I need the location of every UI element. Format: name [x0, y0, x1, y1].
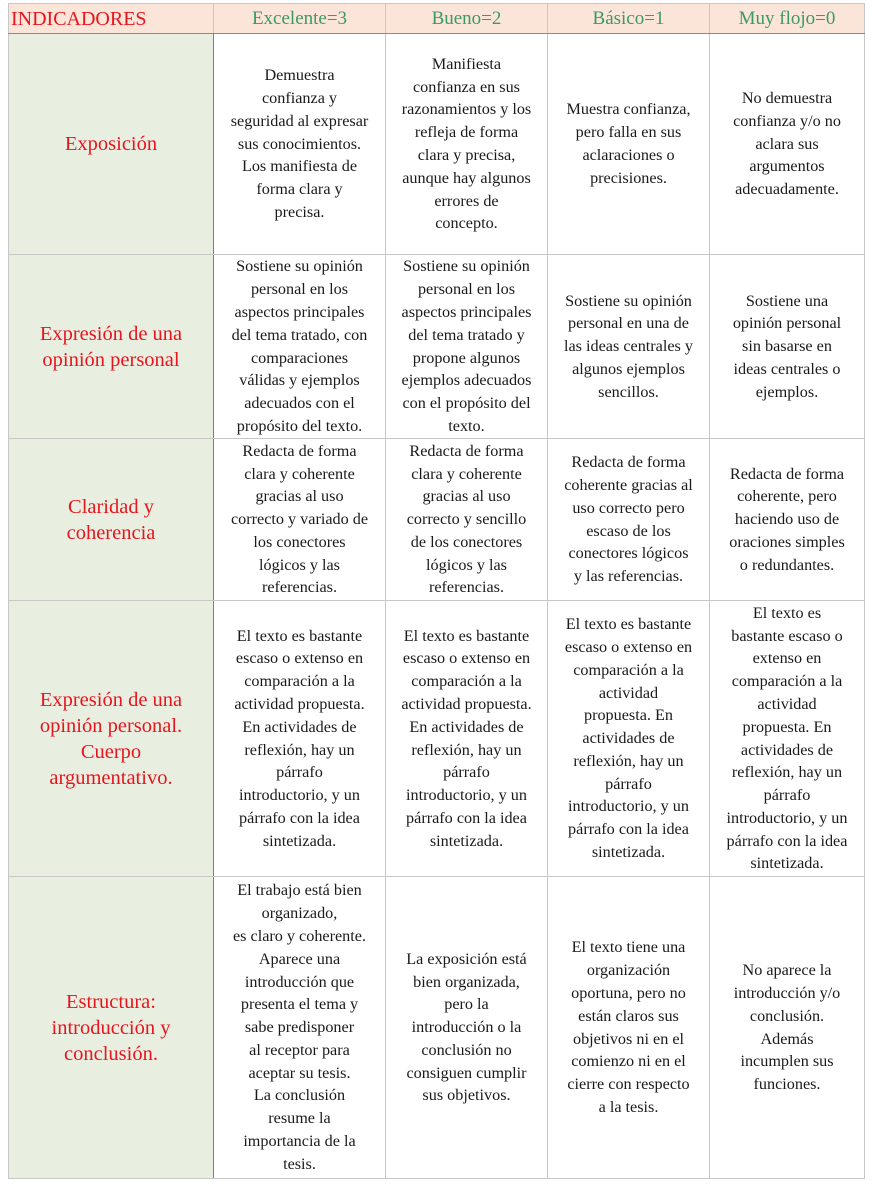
descriptor-cell-excelente: Demuestra confianza y seguridad al expresar sus conocimientos. Los manifiesta de forma clara y precisa. — [214, 34, 386, 255]
indicator-cell: Claridad y coherencia — [9, 439, 214, 601]
level-header-basico: Básico=1 — [548, 4, 710, 34]
descriptor-cell-bueno: Sostiene su opinión personal en los aspectos principales del tema tratado y propone algunos ejemplos adecuados con el propósito del texto. — [386, 255, 548, 439]
rubric-row-opinion-personal — [9, 255, 865, 439]
descriptor-cell-excelente: El trabajo está bien organizado, es claro y coherente. Aparece una introducción que presenta el tema y sabe predisponer al receptor para aceptar su tesis. La conclusión resume la importancia de la tesis. — [214, 877, 386, 1179]
descriptor-cell-basico: Redacta de forma coherente gracias al uso correcto pero escaso de los conectores lógicos y las referencias. — [548, 439, 710, 601]
level-header-bueno: Bueno=2 — [386, 4, 548, 34]
descriptor-cell-muy-flojo: El texto es bastante escaso o extenso en comparación a la actividad propuesta. En actividades de reflexión, hay un párrafo introductorio, y un párrafo con la idea sintetizada. — [710, 601, 865, 877]
descriptor-cell-muy-flojo: Sostiene una opinión personal sin basarse en ideas centrales o ejemplos. — [710, 255, 865, 439]
descriptor-cell-excelente: Sostiene su opinión personal en los aspectos principales del tema tratado, con comparaciones válidas y ejemplos adecuados con el propósito del texto. — [214, 255, 386, 439]
rubric-table — [8, 3, 865, 1179]
descriptor-cell-basico: El texto es bastante escaso o extenso en comparación a la actividad propuesta. En actividades de reflexión, hay un párrafo introductorio, y un párrafo con la idea sintetizada. — [548, 601, 710, 877]
descriptor-cell-excelente: El texto es bastante escaso o extenso en comparación a la actividad propuesta. En actividades de reflexión, hay un párrafo introductorio, y un párrafo con la idea sintetizada. — [214, 601, 386, 877]
descriptor-cell-excelente: Redacta de forma clara y coherente gracias al uso correcto y variado de los conectores lógicos y las referencias. — [214, 439, 386, 601]
descriptor-cell-basico: Muestra confianza, pero falla en sus aclaraciones o precisiones. — [548, 34, 710, 255]
descriptor-cell-basico: Sostiene su opinión personal en una de las ideas centrales y algunos ejemplos sencillos. — [548, 255, 710, 439]
indicator-cell: Estructura: introducción y conclusión. — [9, 877, 214, 1179]
rubric-row-claridad — [9, 439, 865, 601]
indicator-cell: Exposición — [9, 34, 214, 255]
rubric-row-exposicion — [9, 34, 865, 255]
descriptor-cell-bueno: El texto es bastante escaso o extenso en comparación a la actividad propuesta. En actividades de reflexión, hay un párrafo introductorio, y un párrafo con la idea sintetizada. — [386, 601, 548, 877]
descriptor-cell-muy-flojo: No aparece la introducción y/o conclusión. Además incumplen sus funciones. — [710, 877, 865, 1179]
indicator-cell: Expresión de una opinión personal — [9, 255, 214, 439]
descriptor-cell-muy-flojo: Redacta de forma coherente, pero haciendo uso de oraciones simples o redundantes. — [710, 439, 865, 601]
descriptor-cell-muy-flojo: No demuestra confianza y/o no aclara sus argumentos adecuadamente. — [710, 34, 865, 255]
indicator-cell: Expresión de una opinión personal. Cuerpo argumentativo. — [9, 601, 214, 877]
descriptor-cell-basico: El texto tiene una organización oportuna, pero no están claros sus objetivos ni en el comienzo ni en el cierre con respecto a la tesis. — [548, 877, 710, 1179]
rubric-row-cuerpo-argumentativo — [9, 601, 865, 877]
descriptor-cell-bueno: La exposición está bien organizada, pero la introducción o la conclusión no consiguen cumplir sus objetivos. — [386, 877, 548, 1179]
indicators-header: INDICADORES — [9, 4, 214, 34]
rubric-row-estructura — [9, 877, 865, 1179]
descriptor-cell-bueno: Redacta de forma clara y coherente gracias al uso correcto y sencillo de los conectores lógicos y las referencias. — [386, 439, 548, 601]
header-row — [9, 4, 865, 34]
level-header-excelente: Excelente=3 — [214, 4, 386, 34]
descriptor-cell-bueno: Manifiesta confianza en sus razonamientos y los refleja de forma clara y precisa, aunque hay algunos errores de concepto. — [386, 34, 548, 255]
level-header-muy-flojo: Muy flojo=0 — [710, 4, 865, 34]
